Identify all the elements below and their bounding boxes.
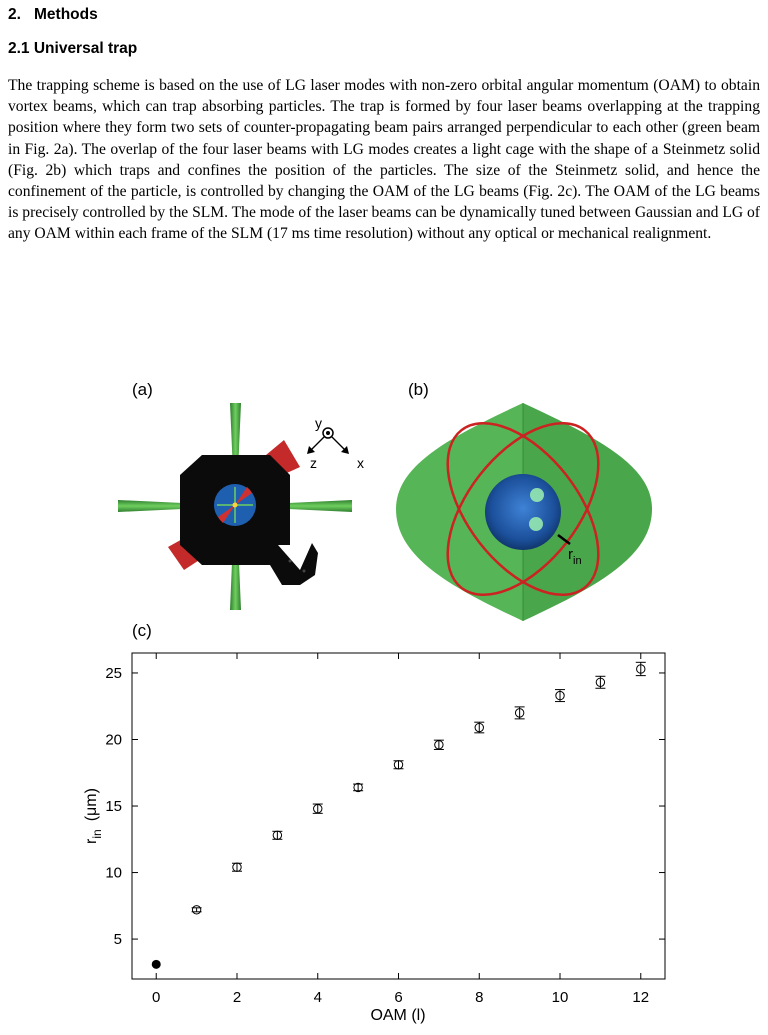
panel-c-chart [62, 643, 674, 1035]
data-points [152, 662, 646, 968]
x-tick-label: 2 [232, 989, 242, 1006]
section-heading [8, 6, 98, 24]
y-tick-label: 25 [105, 664, 122, 682]
trap-center [233, 503, 238, 508]
y-tick-label: 20 [105, 731, 122, 749]
housing-hole-2 [303, 570, 306, 573]
housing-hole-1 [289, 560, 292, 563]
trapped-particle [485, 474, 561, 550]
section-number: 2. [8, 6, 21, 23]
x-axis-ticks [152, 653, 649, 1006]
panel-a-schematic [100, 395, 380, 625]
y-tick-label: 10 [105, 864, 122, 882]
x-tick-label: 0 [152, 989, 161, 1006]
x-tick-label: 10 [551, 989, 569, 1006]
z-axis-label: z [310, 455, 317, 471]
y-axis-ticks [105, 665, 665, 948]
y-axis-label: $r_{in}(\mu m)$ [83, 788, 104, 844]
x-axis-label: x [357, 455, 364, 471]
y-tick-label: 5 [113, 931, 122, 949]
panel-b-label: (b) [408, 380, 429, 399]
r-in-label: $r_{in}$ [568, 546, 582, 567]
x-tick-label: 12 [632, 989, 650, 1006]
panel-b-steinmetz-solid [390, 397, 660, 627]
x-axis-arrow [332, 437, 346, 451]
x-tick-label: 4 [313, 989, 322, 1006]
y-axis-label: y [315, 415, 322, 431]
x-axis-label: OAM (l) [370, 1007, 426, 1024]
x-tick-label: 6 [394, 989, 403, 1006]
z-axis-arrow [310, 437, 324, 451]
y-tick-label: 15 [105, 798, 122, 816]
particle-highlight-2 [529, 517, 543, 531]
data-point [152, 960, 160, 968]
plot-area-frame [132, 653, 665, 979]
y-axis-dot-center [326, 431, 330, 435]
body-paragraph: The trapping scheme is based on the use of LG laser modes with non-zero orbital angular momentum (OAM) to obtain vortex beams, which can trap absorbing particles. The trap is formed by four laser beams overlapping at the trapping position where they form two sets of counter-propagating beam pairs arranged perpendicular to each other (green beam in Fig. 2a). The overlap of the four laser beams with LG modes creates a light cage with the shape of a Steinmetz solid (Fig. 2b) which traps and confines the position of the particles. The size of the Steinmetz solid, and hence the confinement of the particle, is controlled by changing the OAM of the LG beams (Fig. 2c). The OAM of the LG beams is precisely controlled by the SLM. The mode of the laser beams can be dynamically tuned between Gaussian and LG of any OAM within each frame of the SLM (17 ms time resolution) without any optical or mechanical realignment. [8, 77, 760, 243]
panel-c-label: (c) [132, 621, 152, 640]
subsection-heading: 2.1 Universal trap [8, 40, 138, 57]
section-title: Methods [34, 6, 98, 23]
particle-highlight-1 [530, 488, 544, 502]
panel-a-label: (a) [132, 380, 153, 399]
x-tick-label: 8 [475, 989, 484, 1006]
